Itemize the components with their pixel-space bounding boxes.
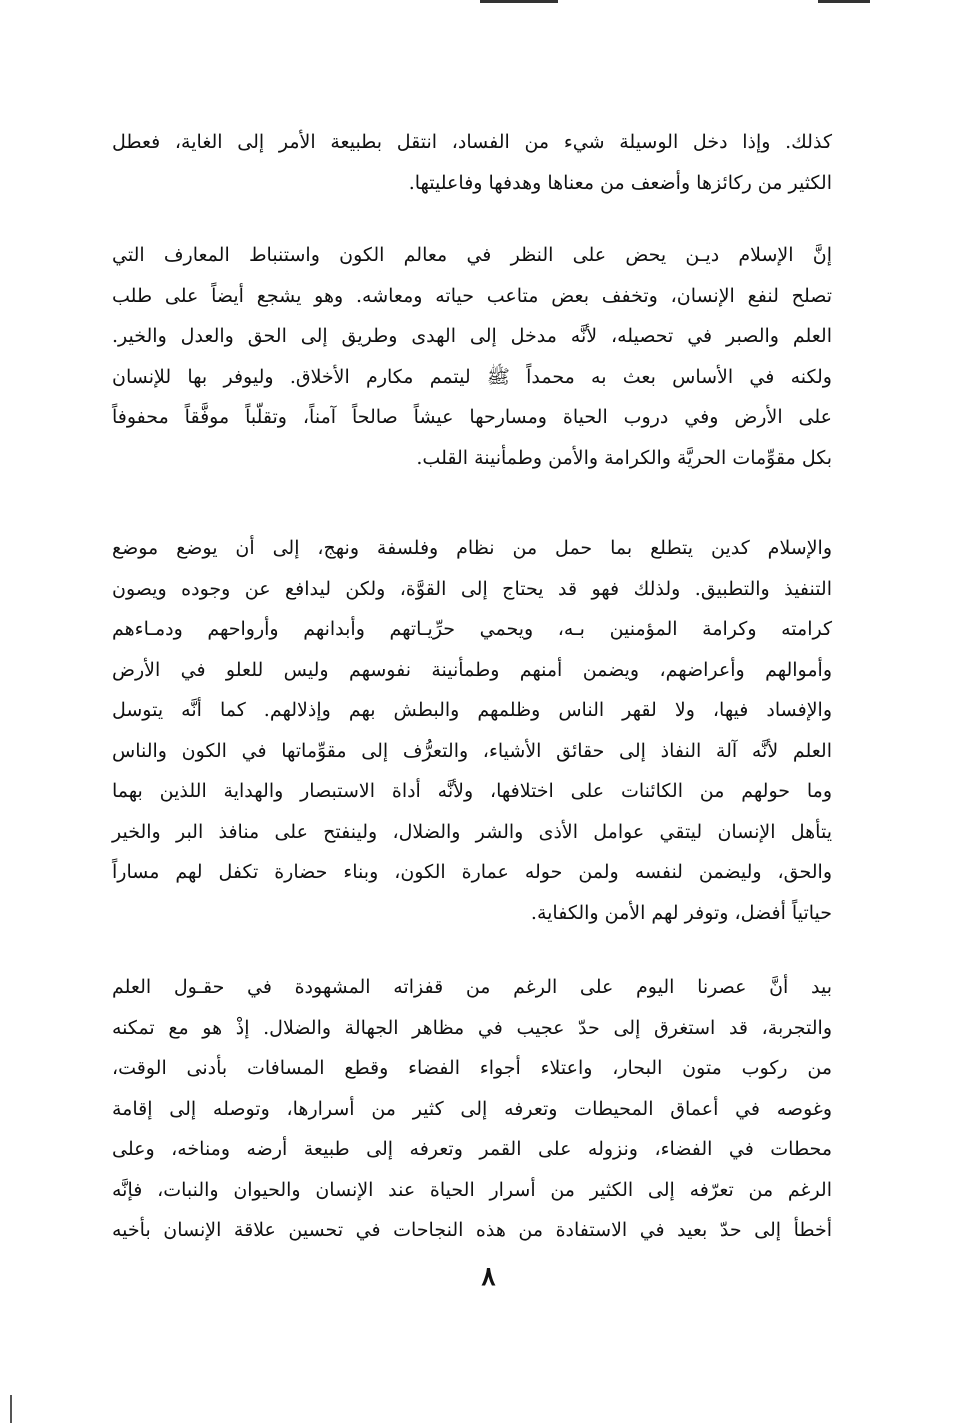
scan-top-rule <box>818 0 870 3</box>
scan-edge-mark <box>10 1395 12 1423</box>
text-line: العلم لأنَّه آلة النفاذ إلى حقائق الأشياء، والتعرُّف إلى مقوِّماتها في الكون والناس <box>112 739 832 762</box>
text-line: والإفساد فيها، ولا لقهر الناس وظلمهم والبطش بهم وإذلالهم. كما أنَّه يتوسل <box>112 699 832 721</box>
text-line: كذلك. وإذا دخل الوسيلة شيء من الفساد، انتقل بطبيعة الأمر إلى الغاية، فعطل <box>112 131 832 153</box>
text-line: حياتياً أفضل، وتوفر لهم الأمن والكفاية. <box>530 901 832 924</box>
text-line: بيد أنَّ عصرنا اليوم على الرغم من قفزاته المشهودة في حقـول العلم <box>112 976 832 998</box>
page-body <box>112 122 832 1251</box>
text-line: الرغم من تعرّفه إلى الكثير من أسرار الحياة عند الإنسان والحيوان والنبات، فإنَّه <box>112 1178 832 1201</box>
text-line: وأموالهم وأعراضهم، ويضمن أمنهم وطمأنينة نفوسهم وليس للعلو في الأرض <box>112 658 832 681</box>
text-line: يتأهل الإنسان ليتقي عوامل الأذى والشر والضلال، ولينفتح على منافذ البر والخير <box>112 820 832 843</box>
text-line: من ركوب متون البحار، واعتلاء أجواء الفضاء وقطع المسافات بأدنى الوقت، <box>112 1057 832 1079</box>
text-line: العلم والصبر في تحصيله، لأنَّه مدخل إلى الهدى وطريق إلى الحق والعدل والخير. <box>112 325 832 347</box>
paragraph-3 <box>112 528 832 933</box>
scan-top-rule <box>480 0 558 3</box>
text-line: التنفيذ والتطبيق. ولذلك فهو قد يحتاج إلى القوَّة، ولكن ليدافع عن وجوده ويصون <box>112 577 832 600</box>
text-line: والتجربة، قد استغرق إلى حدّ عجيب في مظاهر الجهالة والضلال. إذْ هو مع تمكنه <box>112 1016 832 1039</box>
page-number: ٨ <box>481 1262 496 1292</box>
text-line: وغوصه في أعماق المحيطات وتعرفه إلى كثير من أسرارها، وتوصله إلى إقامة <box>112 1097 832 1120</box>
text-line: إنَّ الإسلام ديـن يحض على النظر في معالم الكون واستنباط المعارف التي <box>112 244 832 266</box>
text-line: محطات في الفضاء، ونزوله على القمر وتعرفه إلى طبيعة أرضه ومناخه، وعلى <box>112 1138 832 1160</box>
text-line: ولكنه في الأساس بعث به محمداً ﷺ ليتمم مكارم الأخلاق. وليوفر بها للإنسان <box>112 365 832 388</box>
paragraph-1 <box>112 122 832 203</box>
text-line: كرامته وكرامة المؤمنين بـه، ويحمي حرِّيـاتهم وأبدانهم وأرواحهم ودمـاءهم <box>112 618 832 640</box>
text-line: وما حولهم من الكائنات على اختلافها، ولأنَّه أداة الاستبصار والهداية اللذين بهما <box>112 780 832 802</box>
text-line: والحق، وليضمن لنفسه ولمن حوله عمارة الكون، وبناء حضارة تكفل لهم مساراً <box>112 861 832 883</box>
text-line: تصلح لنفع الإنسان، وتخفف بعض متاعب حياته ومعاشه. وهو يشجع أيضاً على طلب <box>112 284 832 307</box>
paragraph-4 <box>112 967 832 1251</box>
text-line: الكثير من ركائزها وأضعف من معناها وهدفها وفاعليتها. <box>408 171 832 194</box>
text-line: والإسلام كدين يتطلع بما حمل من نظام وفلسفة ونهج، إلى أن يوضع موضع <box>112 537 832 559</box>
text-line: على الأرض وفي دروب الحياة ومسارحها عيشاً صالحاً آمناً، وتقلّباً موفَّقاً محفوفاً <box>112 406 832 428</box>
paragraph-2 <box>112 235 832 478</box>
text-line: بكل مقوِّمات الحريَّة والكرامة والأمن وطمأنينة القلب. <box>416 446 832 469</box>
text-line: أخطأ إلى حدّ بعيد في الاستفادة من هذه النجاحات في تحسين علاقة الإنسان بأخيه <box>112 1219 832 1241</box>
